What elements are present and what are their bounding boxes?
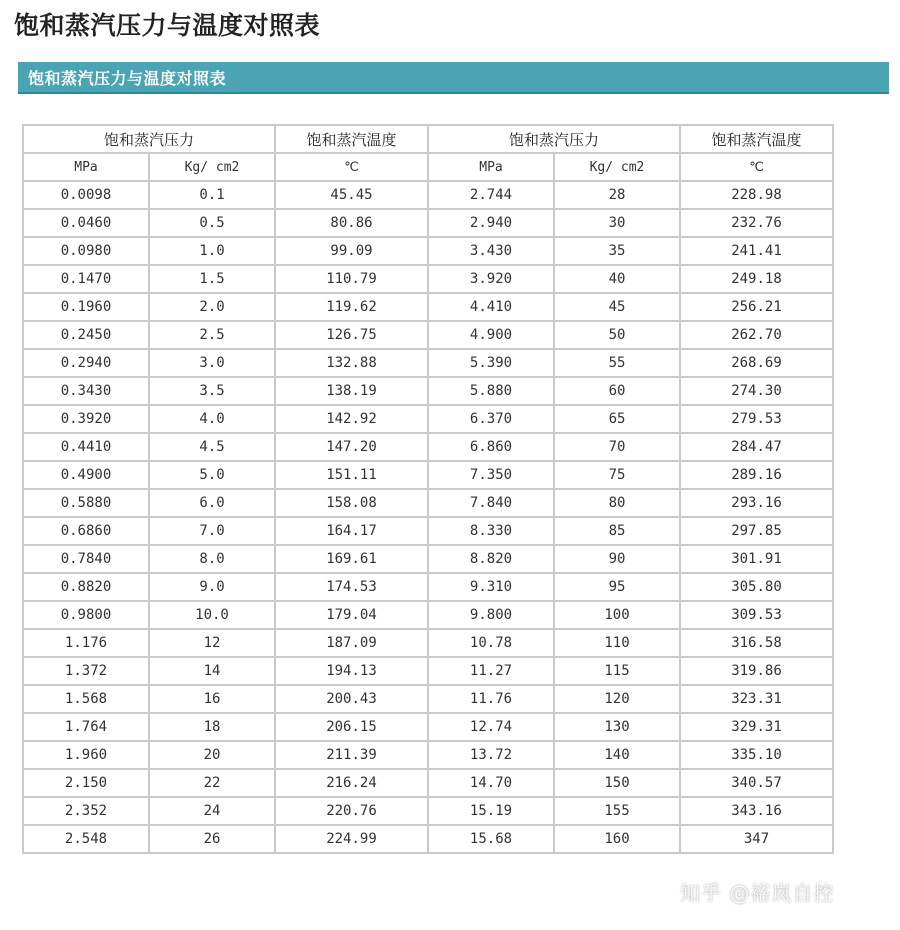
cell-mpa-left: 0.3430 xyxy=(23,377,149,405)
cell-temp-left: 142.92 xyxy=(275,405,428,433)
cell-mpa-left: 0.8820 xyxy=(23,573,149,601)
cell-mpa-right: 3.430 xyxy=(428,237,554,265)
cell-mpa-left: 1.568 xyxy=(23,685,149,713)
cell-kgcm2-left: 16 xyxy=(149,685,275,713)
page-title: 饱和蒸汽压力与温度对照表 xyxy=(14,11,321,40)
cell-kgcm2-right: 55 xyxy=(554,349,680,377)
unit-header-row xyxy=(23,153,833,181)
cell-temp-left: 138.19 xyxy=(275,377,428,405)
cell-kgcm2-right: 95 xyxy=(554,573,680,601)
table-row xyxy=(23,601,833,629)
cell-temp-left: 80.86 xyxy=(275,209,428,237)
cell-mpa-left: 0.1470 xyxy=(23,265,149,293)
header-pressure-right: 饱和蒸汽压力 xyxy=(428,125,680,153)
cell-mpa-left: 0.4900 xyxy=(23,461,149,489)
cell-temp-right: 284.47 xyxy=(680,433,833,461)
cell-kgcm2-right: 35 xyxy=(554,237,680,265)
cell-mpa-right: 13.72 xyxy=(428,741,554,769)
table-row xyxy=(23,545,833,573)
cell-kgcm2-right: 40 xyxy=(554,265,680,293)
cell-mpa-left: 1.960 xyxy=(23,741,149,769)
cell-kgcm2-right: 75 xyxy=(554,461,680,489)
cell-temp-left: 206.15 xyxy=(275,713,428,741)
cell-mpa-right: 11.27 xyxy=(428,657,554,685)
table-row xyxy=(23,405,833,433)
cell-mpa-left: 1.764 xyxy=(23,713,149,741)
header-temperature-right: 饱和蒸汽温度 xyxy=(680,125,833,153)
cell-temp-right: 335.10 xyxy=(680,741,833,769)
cell-kgcm2-left: 4.0 xyxy=(149,405,275,433)
table-row xyxy=(23,685,833,713)
cell-kgcm2-left: 0.1 xyxy=(149,181,275,209)
cell-temp-right: 316.58 xyxy=(680,629,833,657)
cell-kgcm2-right: 115 xyxy=(554,657,680,685)
cell-kgcm2-left: 1.5 xyxy=(149,265,275,293)
section-header-bar xyxy=(18,62,889,94)
table-row xyxy=(23,629,833,657)
table-row xyxy=(23,349,833,377)
cell-kgcm2-left: 7.0 xyxy=(149,517,275,545)
cell-kgcm2-left: 2.5 xyxy=(149,321,275,349)
table-row xyxy=(23,573,833,601)
cell-temp-left: 216.24 xyxy=(275,769,428,797)
cell-mpa-right: 7.350 xyxy=(428,461,554,489)
table-row xyxy=(23,209,833,237)
cell-kgcm2-left: 4.5 xyxy=(149,433,275,461)
cell-temp-right: 228.98 xyxy=(680,181,833,209)
section-title: 饱和蒸汽压力与温度对照表 xyxy=(28,69,227,88)
cell-kgcm2-right: 140 xyxy=(554,741,680,769)
cell-temp-left: 169.61 xyxy=(275,545,428,573)
cell-temp-left: 151.11 xyxy=(275,461,428,489)
cell-mpa-right: 9.800 xyxy=(428,601,554,629)
cell-temp-right: 305.80 xyxy=(680,573,833,601)
cell-kgcm2-right: 110 xyxy=(554,629,680,657)
cell-kgcm2-left: 8.0 xyxy=(149,545,275,573)
cell-temp-left: 45.45 xyxy=(275,181,428,209)
cell-kgcm2-left: 2.0 xyxy=(149,293,275,321)
cell-mpa-right: 6.370 xyxy=(428,405,554,433)
cell-kgcm2-left: 24 xyxy=(149,797,275,825)
cell-mpa-left: 2.352 xyxy=(23,797,149,825)
cell-kgcm2-right: 70 xyxy=(554,433,680,461)
cell-kgcm2-left: 0.5 xyxy=(149,209,275,237)
cell-temp-right: 301.91 xyxy=(680,545,833,573)
cell-temp-right: 241.41 xyxy=(680,237,833,265)
cell-temp-right: 256.21 xyxy=(680,293,833,321)
table-row xyxy=(23,461,833,489)
cell-temp-right: 262.70 xyxy=(680,321,833,349)
cell-temp-right: 343.16 xyxy=(680,797,833,825)
cell-mpa-left: 0.0098 xyxy=(23,181,149,209)
cell-kgcm2-left: 18 xyxy=(149,713,275,741)
cell-kgcm2-left: 3.5 xyxy=(149,377,275,405)
cell-mpa-left: 1.372 xyxy=(23,657,149,685)
unit-celsius-left: ℃ xyxy=(275,153,428,181)
cell-mpa-left: 0.2450 xyxy=(23,321,149,349)
cell-mpa-left: 0.5880 xyxy=(23,489,149,517)
cell-temp-right: 249.18 xyxy=(680,265,833,293)
cell-kgcm2-left: 3.0 xyxy=(149,349,275,377)
cell-temp-left: 179.04 xyxy=(275,601,428,629)
table-row xyxy=(23,825,833,853)
cell-mpa-right: 8.820 xyxy=(428,545,554,573)
cell-mpa-right: 9.310 xyxy=(428,573,554,601)
cell-mpa-right: 5.390 xyxy=(428,349,554,377)
cell-temp-left: 224.99 xyxy=(275,825,428,853)
cell-mpa-right: 3.920 xyxy=(428,265,554,293)
cell-temp-left: 110.79 xyxy=(275,265,428,293)
cell-mpa-right: 15.68 xyxy=(428,825,554,853)
cell-mpa-left: 0.9800 xyxy=(23,601,149,629)
cell-temp-right: 329.31 xyxy=(680,713,833,741)
cell-kgcm2-left: 9.0 xyxy=(149,573,275,601)
cell-mpa-left: 0.2940 xyxy=(23,349,149,377)
cell-temp-right: 293.16 xyxy=(680,489,833,517)
cell-temp-left: 164.17 xyxy=(275,517,428,545)
cell-mpa-right: 7.840 xyxy=(428,489,554,517)
steam-pressure-temperature-table xyxy=(22,124,834,854)
cell-kgcm2-right: 45 xyxy=(554,293,680,321)
unit-mpa-left: MPa xyxy=(23,153,149,181)
cell-kgcm2-left: 5.0 xyxy=(149,461,275,489)
table-row xyxy=(23,741,833,769)
cell-mpa-left: 2.548 xyxy=(23,825,149,853)
table-row xyxy=(23,657,833,685)
cell-mpa-left: 0.1960 xyxy=(23,293,149,321)
cell-temp-right: 340.57 xyxy=(680,769,833,797)
cell-mpa-left: 0.0460 xyxy=(23,209,149,237)
header-pressure-left: 饱和蒸汽压力 xyxy=(23,125,275,153)
table-row xyxy=(23,181,833,209)
cell-kgcm2-right: 155 xyxy=(554,797,680,825)
cell-mpa-left: 0.6860 xyxy=(23,517,149,545)
cell-temp-right: 279.53 xyxy=(680,405,833,433)
cell-mpa-right: 12.74 xyxy=(428,713,554,741)
cell-kgcm2-left: 22 xyxy=(149,769,275,797)
cell-temp-right: 347 xyxy=(680,825,833,853)
cell-temp-right: 289.16 xyxy=(680,461,833,489)
cell-kgcm2-left: 14 xyxy=(149,657,275,685)
cell-temp-right: 274.30 xyxy=(680,377,833,405)
table-row xyxy=(23,769,833,797)
cell-kgcm2-right: 65 xyxy=(554,405,680,433)
cell-kgcm2-right: 90 xyxy=(554,545,680,573)
cell-kgcm2-left: 20 xyxy=(149,741,275,769)
table-row xyxy=(23,237,833,265)
table-row xyxy=(23,517,833,545)
cell-kgcm2-right: 100 xyxy=(554,601,680,629)
cell-temp-right: 309.53 xyxy=(680,601,833,629)
cell-mpa-right: 10.78 xyxy=(428,629,554,657)
table-row xyxy=(23,377,833,405)
cell-temp-right: 232.76 xyxy=(680,209,833,237)
cell-temp-left: 187.09 xyxy=(275,629,428,657)
cell-temp-left: 147.20 xyxy=(275,433,428,461)
cell-mpa-left: 0.0980 xyxy=(23,237,149,265)
cell-kgcm2-right: 60 xyxy=(554,377,680,405)
cell-kgcm2-right: 120 xyxy=(554,685,680,713)
cell-kgcm2-left: 1.0 xyxy=(149,237,275,265)
cell-temp-left: 174.53 xyxy=(275,573,428,601)
cell-temp-left: 194.13 xyxy=(275,657,428,685)
cell-mpa-right: 4.410 xyxy=(428,293,554,321)
cell-mpa-right: 8.330 xyxy=(428,517,554,545)
cell-kgcm2-left: 12 xyxy=(149,629,275,657)
cell-kgcm2-right: 160 xyxy=(554,825,680,853)
cell-mpa-left: 0.4410 xyxy=(23,433,149,461)
table-row xyxy=(23,265,833,293)
cell-kgcm2-left: 6.0 xyxy=(149,489,275,517)
cell-mpa-left: 1.176 xyxy=(23,629,149,657)
cell-temp-right: 323.31 xyxy=(680,685,833,713)
cell-mpa-right: 4.900 xyxy=(428,321,554,349)
cell-kgcm2-right: 85 xyxy=(554,517,680,545)
cell-mpa-right: 2.940 xyxy=(428,209,554,237)
unit-kgcm2-right: Kg/ cm2 xyxy=(554,153,680,181)
cell-mpa-right: 14.70 xyxy=(428,769,554,797)
cell-temp-left: 211.39 xyxy=(275,741,428,769)
unit-celsius-right: ℃ xyxy=(680,153,833,181)
table-row xyxy=(23,321,833,349)
cell-mpa-right: 2.744 xyxy=(428,181,554,209)
group-header-row xyxy=(23,125,833,153)
cell-temp-left: 200.43 xyxy=(275,685,428,713)
cell-mpa-right: 5.880 xyxy=(428,377,554,405)
cell-kgcm2-right: 130 xyxy=(554,713,680,741)
unit-mpa-right: MPa xyxy=(428,153,554,181)
table-row xyxy=(23,433,833,461)
cell-temp-right: 297.85 xyxy=(680,517,833,545)
cell-kgcm2-right: 80 xyxy=(554,489,680,517)
cell-mpa-left: 2.150 xyxy=(23,769,149,797)
table-row xyxy=(23,713,833,741)
cell-mpa-left: 0.3920 xyxy=(23,405,149,433)
table-row xyxy=(23,489,833,517)
header-temperature-left: 饱和蒸汽温度 xyxy=(275,125,428,153)
cell-temp-right: 319.86 xyxy=(680,657,833,685)
cell-mpa-right: 11.76 xyxy=(428,685,554,713)
cell-kgcm2-right: 30 xyxy=(554,209,680,237)
cell-temp-left: 126.75 xyxy=(275,321,428,349)
cell-temp-left: 158.08 xyxy=(275,489,428,517)
table-row xyxy=(23,797,833,825)
cell-kgcm2-left: 10.0 xyxy=(149,601,275,629)
cell-kgcm2-left: 26 xyxy=(149,825,275,853)
cell-mpa-right: 15.19 xyxy=(428,797,554,825)
cell-temp-right: 268.69 xyxy=(680,349,833,377)
watermark: 知乎 @裕岚自控 xyxy=(680,881,835,905)
cell-kgcm2-right: 50 xyxy=(554,321,680,349)
unit-kgcm2-left: Kg/ cm2 xyxy=(149,153,275,181)
cell-kgcm2-right: 28 xyxy=(554,181,680,209)
cell-temp-left: 99.09 xyxy=(275,237,428,265)
cell-kgcm2-right: 150 xyxy=(554,769,680,797)
cell-temp-left: 132.88 xyxy=(275,349,428,377)
table-container xyxy=(22,124,834,854)
cell-temp-left: 119.62 xyxy=(275,293,428,321)
table-row xyxy=(23,293,833,321)
cell-mpa-right: 6.860 xyxy=(428,433,554,461)
cell-temp-left: 220.76 xyxy=(275,797,428,825)
cell-mpa-left: 0.7840 xyxy=(23,545,149,573)
